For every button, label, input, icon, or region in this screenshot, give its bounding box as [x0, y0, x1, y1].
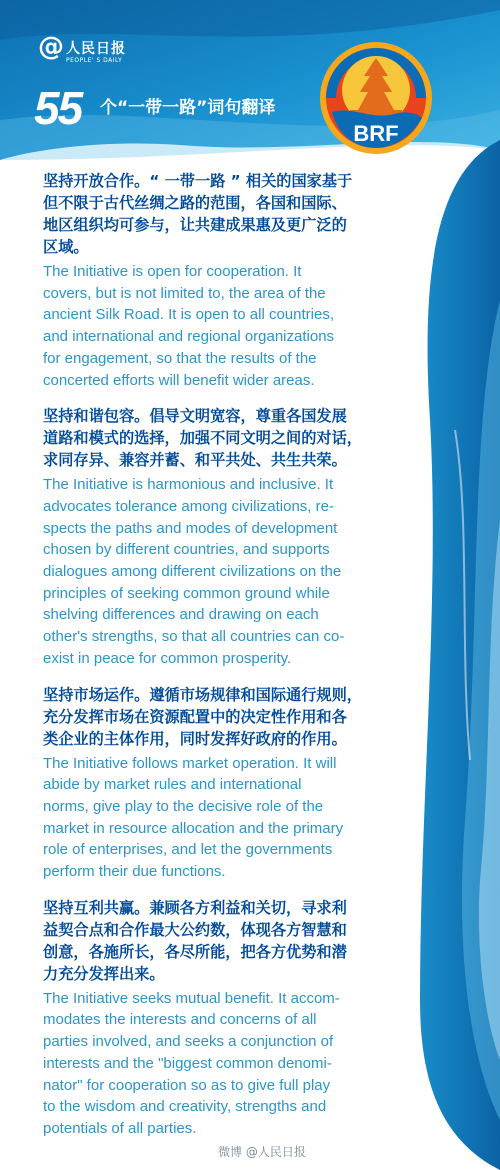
- en-line: market in resource allocation and the primary: [43, 819, 344, 837]
- zh-line: 坚持互利共赢。兼顾各方利益和关切，寻求利: [43, 898, 347, 917]
- en-line: other's strengths, so that all countries can co-: [43, 628, 345, 646]
- headline-number: 55: [34, 82, 82, 134]
- zh-line: 区域。: [43, 238, 89, 256]
- headline-title: 个“一带一路”词句翻译: [100, 98, 276, 118]
- en-line: nator" for cooperation so as to give full play: [43, 1076, 331, 1094]
- en-line: role of enterprises, and let the governments: [43, 841, 333, 859]
- zh-line: 地区组织均可参与，让共建成果惠及更广泛的: [43, 216, 347, 234]
- en-line: for engagement, so that the results of the: [43, 349, 317, 367]
- brf-logo-icon: [312, 40, 440, 162]
- zh-line: 力充分发挥出来。: [43, 964, 165, 983]
- zh-line: 坚持市场运作。遵循市场规律和国际通行规则，: [43, 685, 362, 704]
- principle-section-2: [43, 405, 413, 669]
- en-line: dialogues among different civilizations on the: [43, 563, 342, 581]
- brf-logo-text: BRF: [353, 121, 399, 146]
- zh-line: 充分发挥市场在资源配置中的决定性作用和各: [43, 707, 347, 726]
- en-line: principles of seeking common ground while: [43, 584, 330, 602]
- zh-line: 但不限于古代丝绸之路的范围，各国和国际、: [43, 194, 347, 212]
- en-line: parties involved, and seeks a conjunction of: [43, 1033, 334, 1051]
- zh-line: 益契合点和合作最大公约数，体现各方智慧和: [43, 920, 347, 939]
- zh-line: 求同存异、兼容并蓄、和平共处、共生共荣。: [43, 451, 347, 470]
- weibo-watermark: 微博 @人民日报: [218, 1145, 306, 1159]
- en-line: The Initiative is open for cooperation. It: [43, 263, 302, 280]
- en-line: chosen by different countries, and supports: [43, 541, 330, 559]
- zh-line: 类企业的主体作用，同时发挥好政府的作用。: [43, 729, 347, 748]
- en-line: concerted efforts will benefit wider areas.: [43, 371, 315, 389]
- en-line: shelving differences and drawing on each: [43, 606, 319, 624]
- brand-subtitle: PEOPLE' S DAILY: [66, 57, 123, 64]
- zh-line: 道路和模式的选择，加强不同文明之间的对话，: [43, 429, 362, 448]
- en-line: advocates tolerance among civilizations, re-: [43, 497, 334, 515]
- content-body: [43, 170, 413, 1154]
- en-line: potentials of all parties.: [43, 1119, 197, 1137]
- en-line: and international and regional organizations: [43, 328, 335, 346]
- zh-line: 坚持开放合作。“ 一带一路 ” 相关的国家基于: [43, 172, 353, 190]
- en-line: The Initiative follows market operation. It will: [43, 754, 337, 772]
- brand-name: 人民日报: [66, 41, 126, 57]
- en-line: ancient Silk Road. It is open to all countries,: [43, 306, 334, 324]
- en-line: The Initiative is harmonious and inclusive. It: [43, 476, 334, 494]
- principle-section-4: [43, 897, 413, 1140]
- en-line: perform their due functions.: [43, 863, 226, 881]
- en-line: exist in peace for common prosperity.: [43, 649, 292, 667]
- en-line: spects the paths and modes of development: [43, 519, 338, 537]
- zh-line: 创意，各施所长，各尽所能，把各方优势和潜: [43, 942, 347, 961]
- zh-line: 坚持和谐包容。倡导文明宽容，尊重各国发展: [43, 407, 347, 426]
- en-line: interests and the "biggest common denomi-: [43, 1054, 332, 1072]
- en-line: modates the interests and concerns of all: [43, 1011, 317, 1029]
- en-line: covers, but is not limited to, the area of the: [43, 284, 326, 302]
- brand-at-symbol: @: [38, 32, 64, 62]
- principle-section-1: [43, 170, 413, 391]
- principle-section-3: [43, 684, 413, 883]
- header-banner: [0, 0, 500, 160]
- en-line: The Initiative seeks mutual benefit. It accom-: [43, 989, 340, 1007]
- en-line: abide by market rules and international: [43, 776, 302, 794]
- en-line: norms, give play to the decisive role of the: [43, 797, 324, 815]
- en-line: to the wisdom and creativity, strengths and: [43, 1098, 327, 1116]
